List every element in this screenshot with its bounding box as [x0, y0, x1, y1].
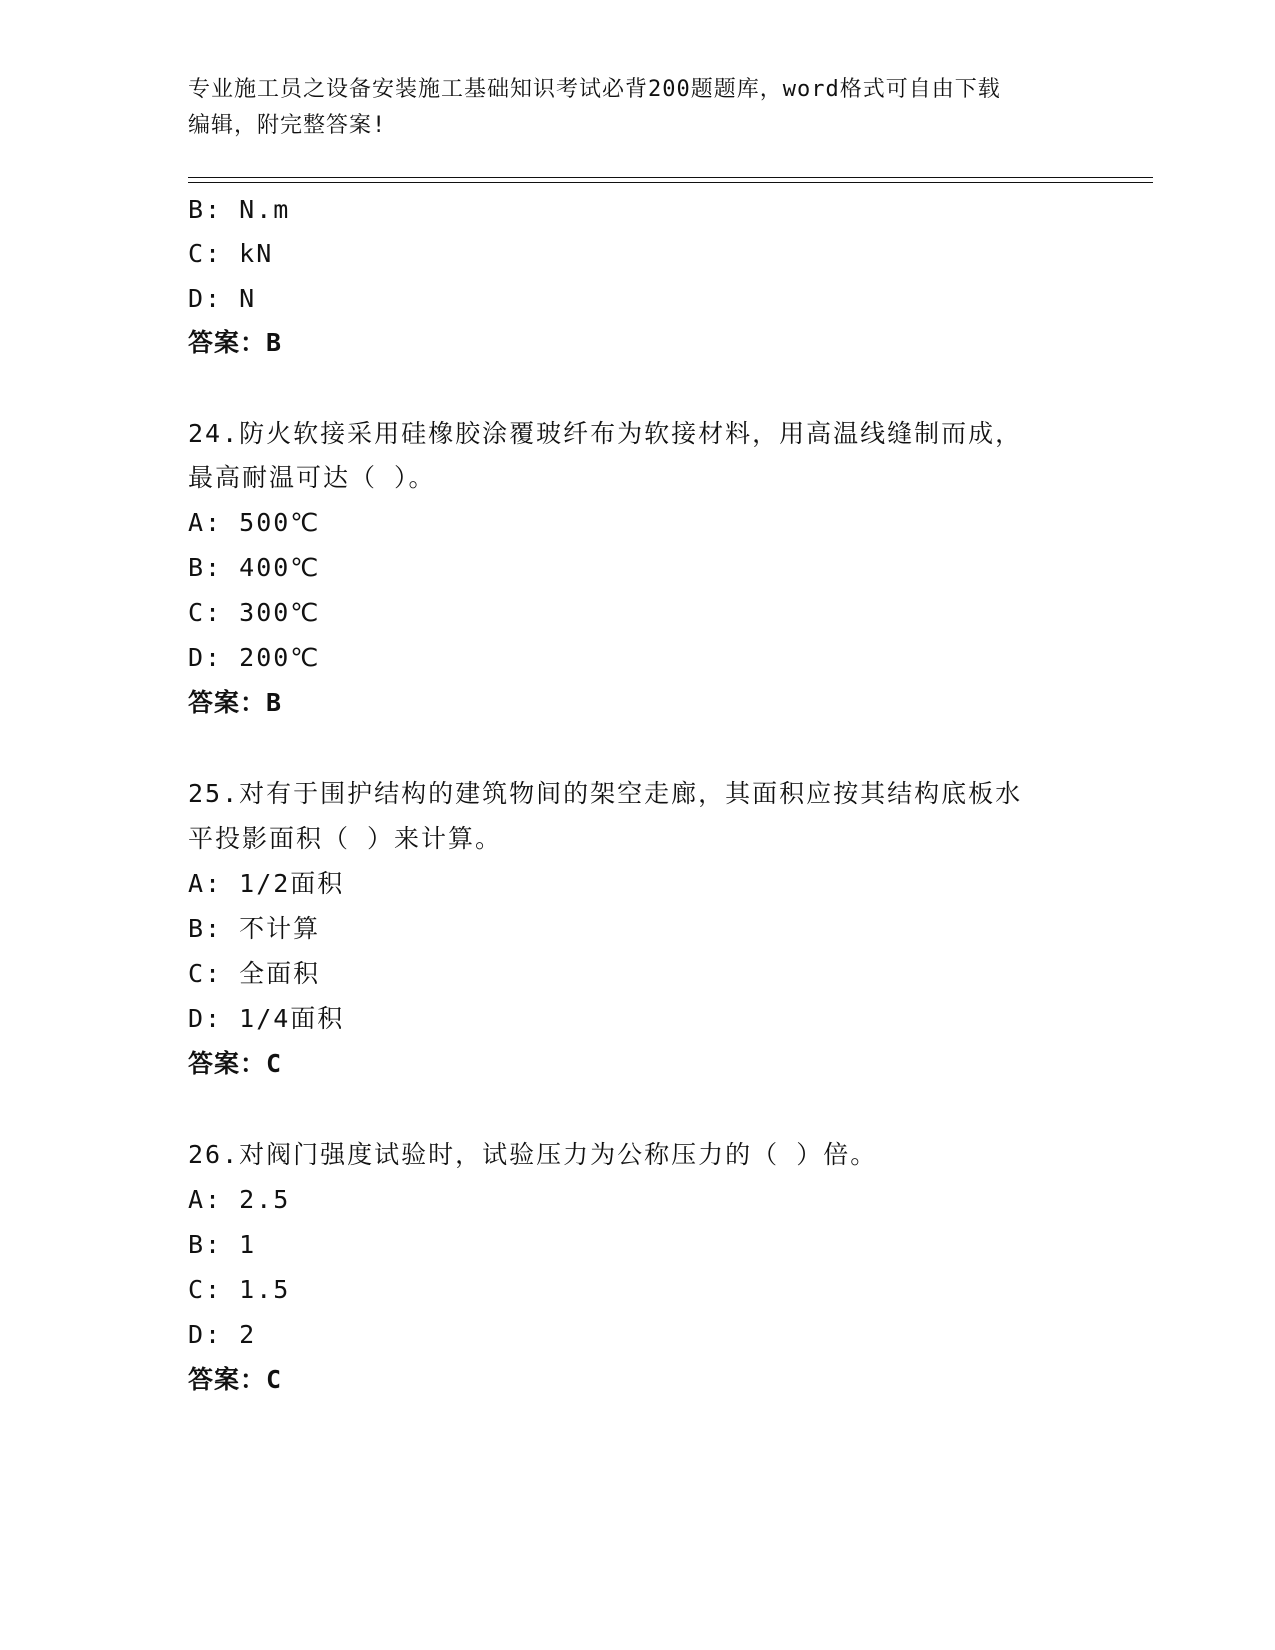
question-25-stem-line-1: 25.对有于围护结构的建筑物间的架空走廊，其面积应按其结构底板水	[188, 779, 1023, 808]
question-26-option-c: C: 1.5	[188, 1275, 291, 1304]
answer-line: 答案：B	[188, 328, 283, 357]
question-24-option-d: D: 200℃	[188, 643, 321, 672]
question-24-stem-line-2: 最高耐温可达（ ）。	[188, 463, 436, 492]
question-25-option-c: C: 全面积	[188, 959, 321, 988]
question-25-option-a: A: 1/2面积	[188, 869, 345, 898]
header-line-2: 编辑，附完整答案!	[188, 113, 387, 138]
option-b: B: N.m	[188, 195, 291, 224]
document-header	[188, 72, 1068, 144]
option-c: C: kN	[188, 239, 274, 268]
question-24-option-b: B: 400℃	[188, 553, 321, 582]
question-25-stem-line-2: 平投影面积（ ）来计算。	[188, 824, 503, 853]
option-d: D: N	[188, 284, 257, 313]
header-divider-bottom	[188, 182, 1153, 183]
question-26-option-a: A: 2.5	[188, 1185, 291, 1214]
header-divider-top	[188, 177, 1153, 178]
question-25-option-d: D: 1/4面积	[188, 1004, 345, 1033]
question-26-option-b: B: 1	[188, 1230, 257, 1259]
question-24-answer: 答案：B	[188, 688, 283, 717]
question-24-option-c: C: 300℃	[188, 598, 321, 627]
question-26-stem: 26.对阀门强度试验时，试验压力为公称压力的（ ）倍。	[188, 1140, 878, 1169]
question-25-answer: 答案：C	[188, 1049, 283, 1078]
question-24-option-a: A: 500℃	[188, 508, 321, 537]
question-25-option-b: B: 不计算	[188, 914, 321, 943]
question-26-option-d: D: 2	[188, 1320, 257, 1349]
question-26-answer: 答案：C	[188, 1365, 283, 1394]
question-24-stem-line-1: 24.防火软接采用硅橡胶涂覆玻纤布为软接材料，用高温线缝制而成，	[188, 419, 1023, 448]
header-line-1: 专业施工员之设备安装施工基础知识考试必背200题题库，word格式可自由下载	[188, 77, 1001, 102]
